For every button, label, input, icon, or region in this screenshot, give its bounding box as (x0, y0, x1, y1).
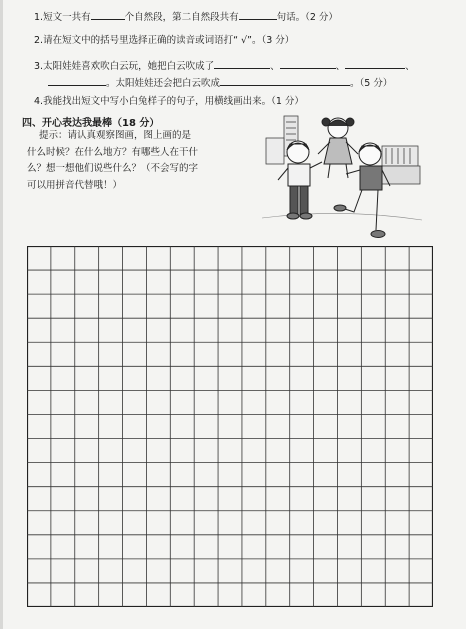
question-1-text-c: 句话。（2 分） (276, 12, 338, 23)
grid-border (28, 247, 433, 607)
question-4-text: 4.我能找出短文中写小白兔样子的句子，用横线画出来。（1 分） (34, 96, 304, 107)
writing-grid[interactable] (27, 246, 433, 607)
prompt-line: 什么时候？在什么地方？有哪些人在干什 (27, 146, 199, 158)
question-3-text-c: 。（5 分） (350, 78, 393, 89)
question-1-text-a: 1.短文一共有 (34, 12, 91, 23)
question-3-sep-1: 、 (270, 61, 280, 72)
prompt-line: 可以用拼音代替哦！） (27, 179, 123, 191)
question-1 (34, 10, 338, 25)
question-1-blank-2[interactable] (239, 10, 277, 20)
question-3-blank-4[interactable] (48, 76, 106, 86)
question-3-blank-5[interactable] (220, 76, 350, 86)
question-3-continued (48, 76, 392, 91)
question-3-blank-3[interactable] (345, 59, 405, 69)
prompt-line: 提示：请认真观察图画，图上画的是 (39, 130, 192, 141)
question-3-blank-2[interactable] (280, 59, 336, 69)
question-4 (34, 95, 304, 109)
question-3-sep-2: 、 (335, 61, 346, 72)
children-playing-illustration (262, 108, 422, 248)
girl-figure (318, 118, 358, 178)
question-2 (34, 34, 294, 48)
question-3-text-b: 。太阳娃娃还会把白云吹成 (106, 78, 221, 89)
question-1-blank-1[interactable] (91, 10, 125, 20)
prompt-line: 么？想一想他们说些什么？（不会写的字 (27, 163, 199, 174)
question-3-blank-1[interactable] (214, 59, 270, 69)
section-heading: 四、开心表达我最棒（18 分） (22, 118, 160, 129)
question-3-text-a: 3.太阳娃娃喜欢吹白云玩，她把白云吹成了 (34, 61, 215, 72)
question-3 (34, 59, 415, 74)
question-3-sep-3: 、 (405, 61, 415, 72)
writing-prompt (27, 128, 242, 194)
question-1-text-b: 个自然段，第二自然段共有 (124, 12, 239, 23)
page-edge (0, 0, 3, 629)
question-2-text: 2.请在短文中的括号里选择正确的读音或词语打“ √”。（3 分） (34, 35, 295, 46)
